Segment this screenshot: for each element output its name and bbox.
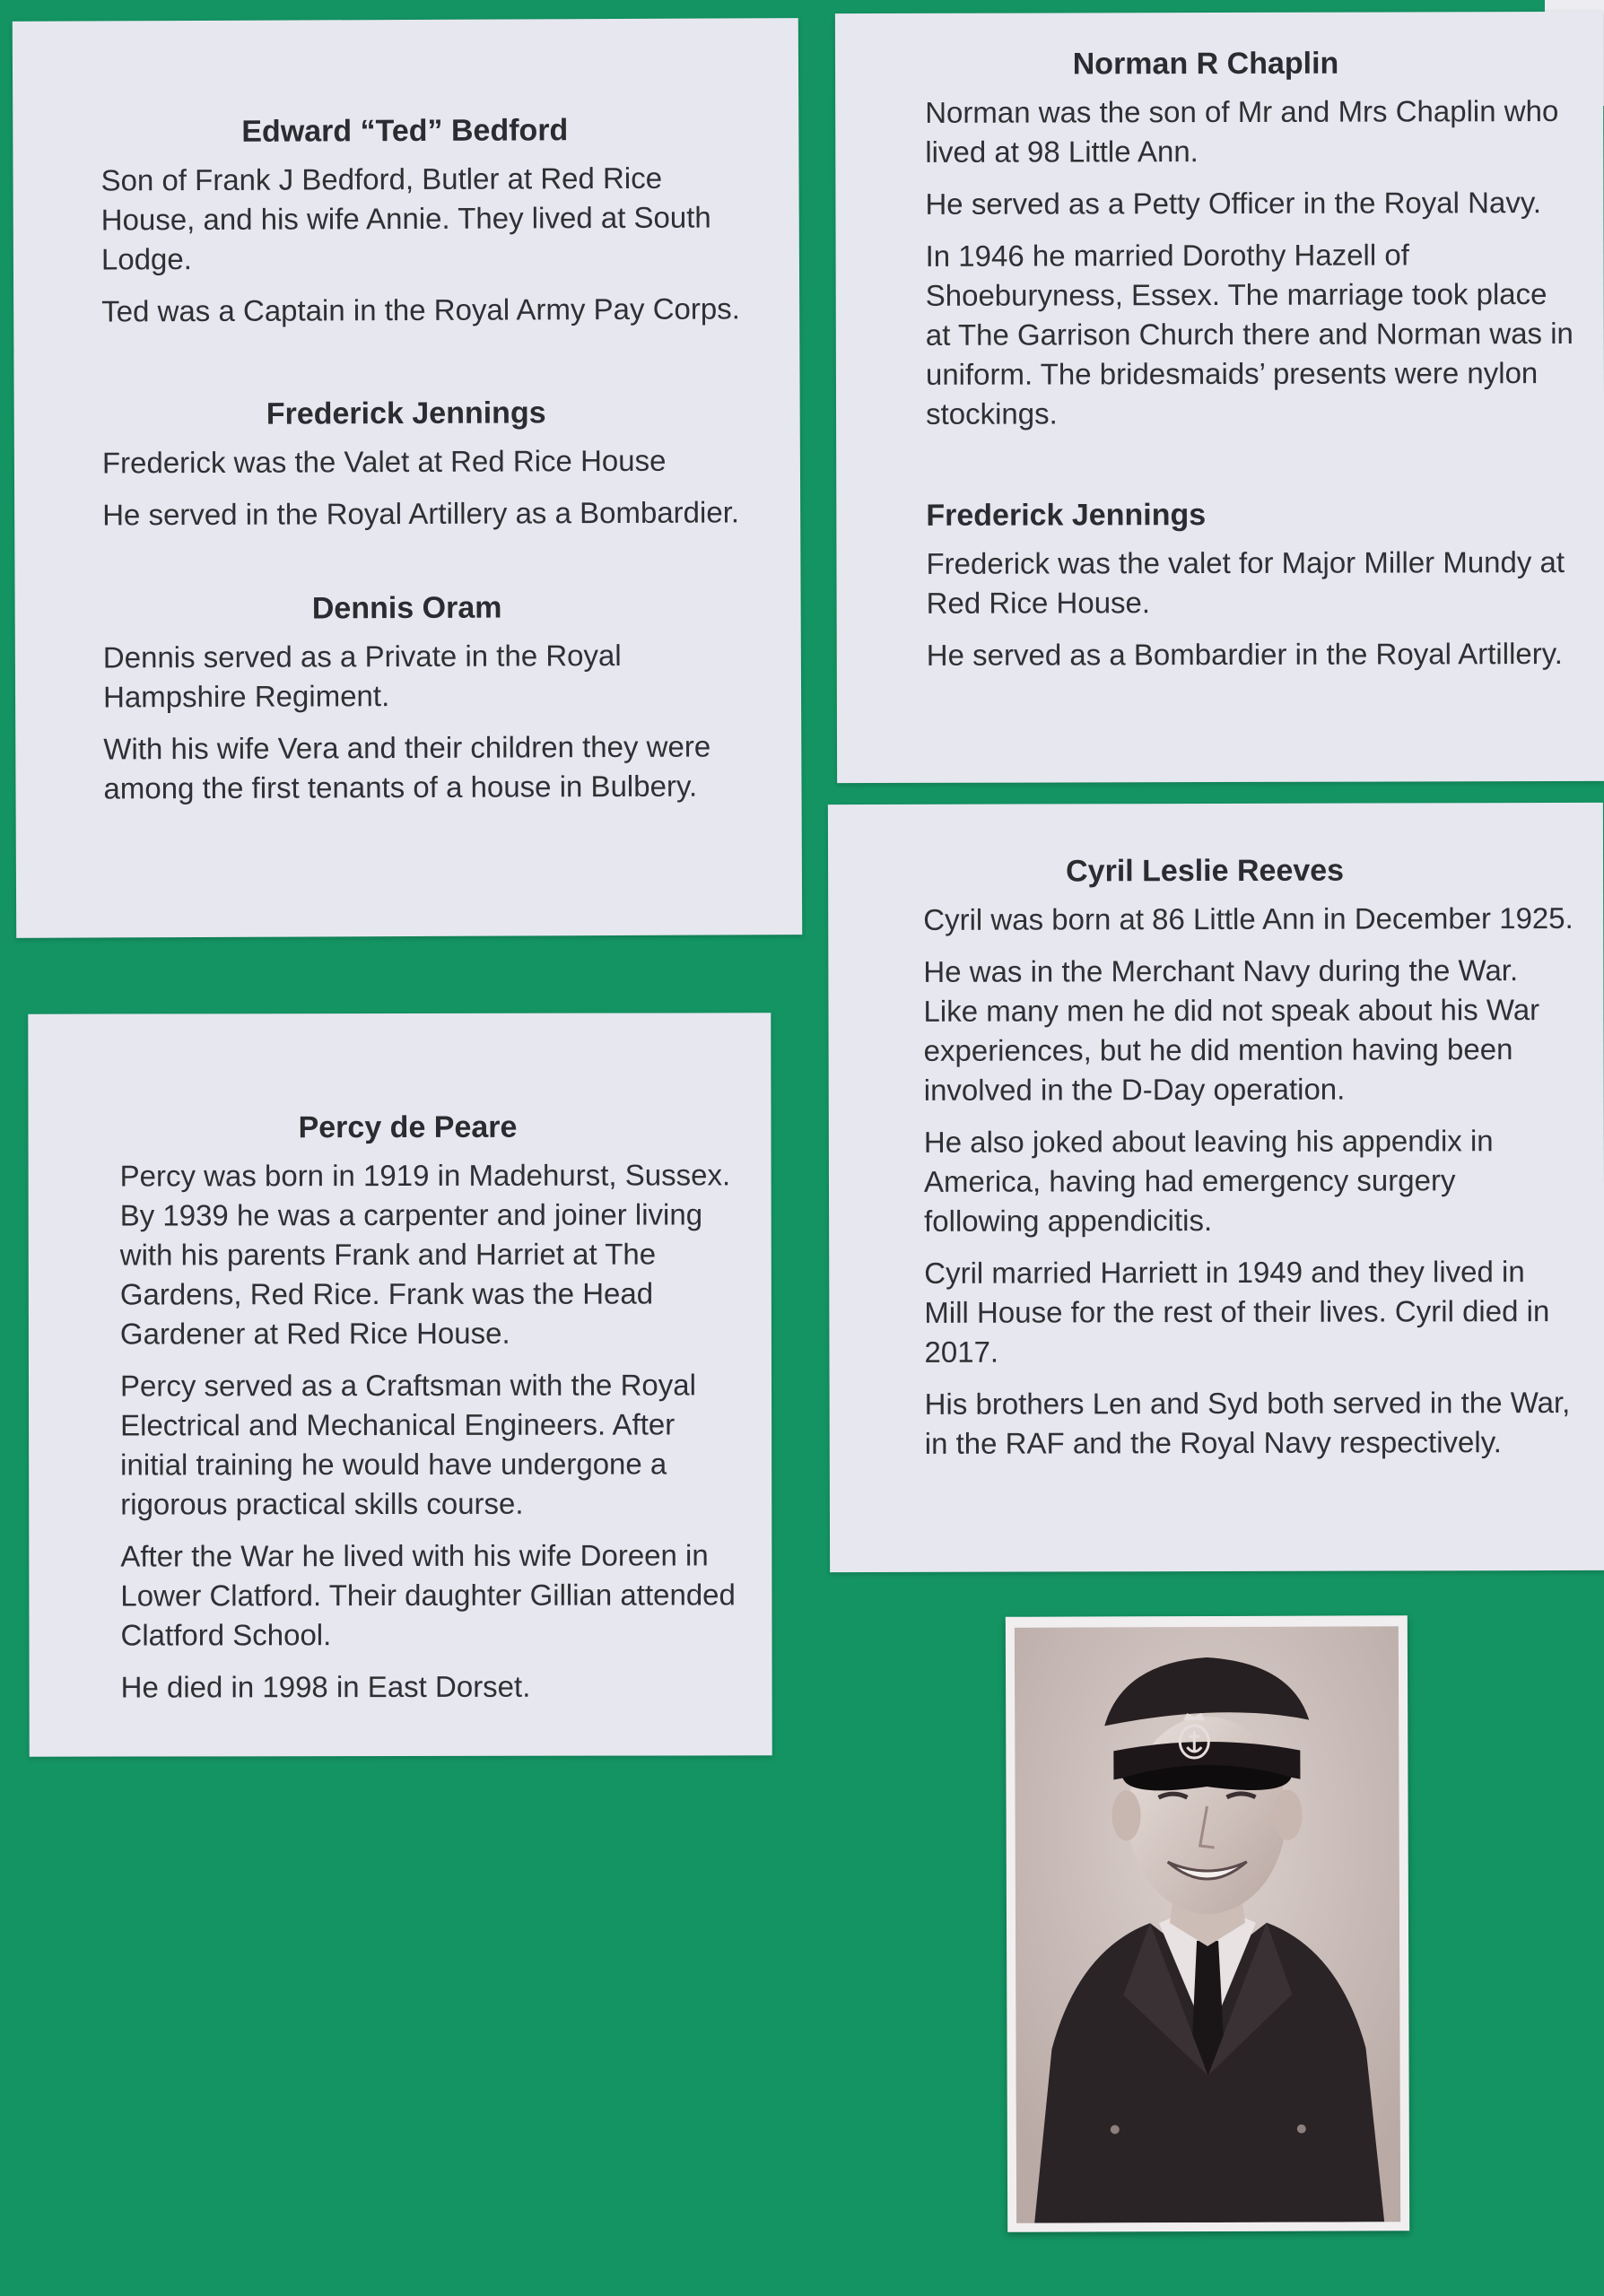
entry-percy-de-peare: [119, 1109, 750, 1707]
entry-cyril-reeves: [923, 853, 1578, 1464]
entry-paragraph: With his wife Vera and their children they were among the first tenants of a house in Bulbery.: [103, 729, 711, 805]
card-right-top: [835, 12, 1604, 783]
entry-paragraph: Dennis served as a Private in the Royal Hampshire Regiment.: [102, 638, 622, 714]
entry-paragraph: After the War he lived with his wife Doreen in Lower Clatford. Their daughter Gillian attended Clatford School.: [120, 1538, 736, 1652]
entry-paragraph: He served in the Royal Artillery as a Bombardier.: [102, 495, 740, 532]
entry-name: Percy de Peare: [298, 1109, 518, 1145]
entry-paragraph: Percy was born in 1919 in Madehurst, Sussex. By 1939 he was a carpenter and joiner living with his parents Frank and Harriet at The Gardens, Red Rice. Frank was the Head Gardener at Red Rice House.: [119, 1158, 731, 1351]
entry-paragraph: Norman was the son of Mr and Mrs Chaplin who lived at 98 Little Ann.: [925, 94, 1559, 169]
sailor-portrait-image: [1015, 1626, 1400, 2222]
entry-frederick-jennings: [102, 395, 765, 535]
card-right-bottom: [828, 803, 1604, 1572]
entry-paragraph: His brothers Len and Syd both served in the War, in the RAF and the Royal Navy respectively.: [924, 1385, 1571, 1460]
entry-paragraph: He served as a Petty Officer in the Royal Navy.: [925, 186, 1542, 221]
entry-name: Edward “Ted” Bedford: [241, 113, 569, 149]
portrait-photo-frame: [1006, 1615, 1409, 2232]
entry-name: Frederick Jennings: [926, 498, 1207, 533]
entry-paragraph: Ted was a Captain in the Royal Army Pay Corps.: [101, 291, 740, 328]
entry-paragraph: He died in 1998 in East Dorset.: [120, 1669, 531, 1704]
entry-norman-chaplin: [925, 46, 1577, 434]
entry-paragraph: In 1946 he married Dorothy Hazell of Shoeburyness, Essex. The marriage took place at The Garrison Church there and Norman was in uniform. The bridesmaids’ presents were nylon stockings.: [925, 238, 1573, 430]
entry-name: Frederick Jennings: [266, 396, 546, 431]
entry-paragraph: Cyril married Harriett in 1949 and they lived in Mill House for the rest of their lives. Cyril died in 2017.: [924, 1255, 1550, 1369]
entry-name: Dennis Oram: [311, 590, 502, 626]
entry-name: Cyril Leslie Reeves: [1066, 853, 1345, 889]
entry-paragraph: He served as a Bombardier in the Royal Artillery.: [926, 637, 1564, 672]
entry-paragraph: Frederick was the valet for Major Miller Mundy at Red Rice House.: [926, 544, 1565, 620]
entry-frederick-jennings-2: [926, 497, 1578, 675]
portrait-photo: [1015, 1626, 1400, 2222]
entry-paragraph: Percy served as a Craftsman with the Royal Electrical and Mechanical Engineers. After initial training he would have undergone a rigorous practical skills course.: [119, 1368, 696, 1521]
entry-paragraph: Son of Frank J Bedford, Butler at Red Rice House, and his wife Annie. They lived at South Lodge.: [100, 161, 711, 276]
entry-dennis-oram: [103, 589, 766, 808]
entry-name: Norman R Chaplin: [1072, 46, 1339, 82]
entry-paragraph: Frederick was the Valet at Red Rice House: [101, 443, 667, 480]
entry-paragraph: Cyril was born at 86 Little Ann in December 1925.: [923, 900, 1573, 936]
entry-paragraph: He was in the Merchant Navy during the War. Like many men he did not speak about his War experiences, but he did mention having been involved in the D-Day operation.: [923, 953, 1540, 1107]
card-left-bottom: [28, 1013, 771, 1756]
entry-paragraph: He also joked about leaving his appendix in America, having had emergency surgery following appendicitis.: [923, 1124, 1494, 1238]
entry-edward-bedford: [100, 112, 763, 331]
card-left-top: [13, 18, 802, 938]
